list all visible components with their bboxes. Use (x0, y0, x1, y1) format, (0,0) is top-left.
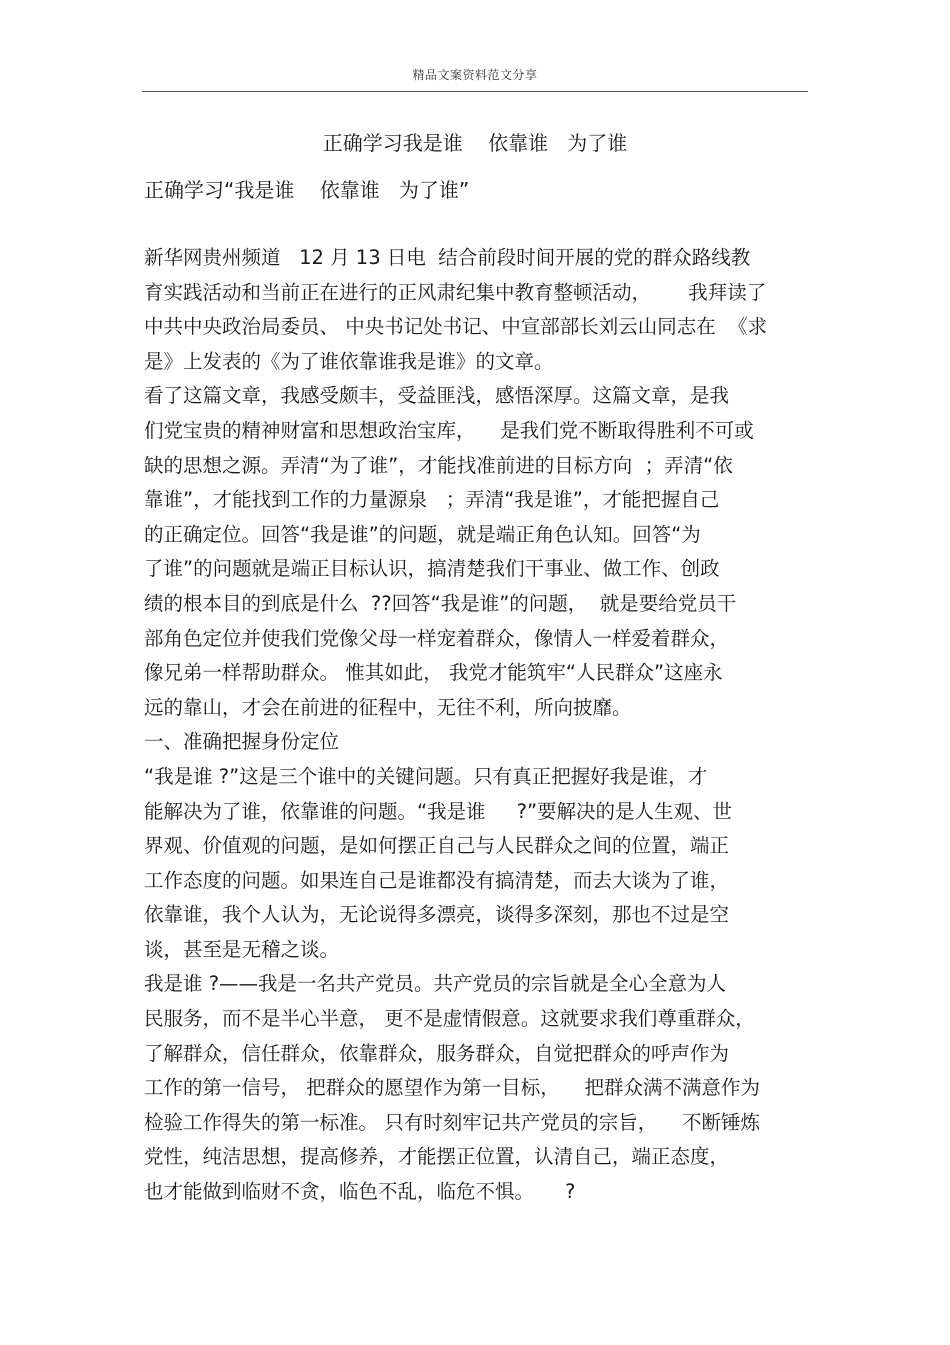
body-line: 靠谁”，才能找到工作的力量源泉 ；弄清“我是谁”，才能把握自己 (144, 488, 720, 512)
body-line: 也才能做到临财不贪，临色不乱，临危不惧。 ? (144, 1180, 576, 1204)
document-body (144, 241, 814, 1210)
page-header: 精品文案资料范文分享 (412, 68, 538, 82)
body-line: 了谁”的问题就是端正目标认识，搞清楚我们干事业、做工作、创政 (144, 557, 720, 581)
body-line: 民服务，而不是半心半意， 更不是虚情假意。这就要求我们尊重群众， (144, 1007, 755, 1031)
body-line: 看了这篇文章，我感受颇丰，受益匪浅，感悟深厚。这篇文章，是我 (144, 384, 730, 408)
document-title: 正确学习我是谁 依靠谁 为了谁 (322, 131, 628, 155)
body-line: 育实践活动和当前正在进行的正风肃纪集中教育整顿活动， 我拜读了 (144, 280, 767, 304)
body-line: 缺的思想之源。弄清“为了谁”，才能找准前进的目标方向 ；弄清“依 (144, 453, 733, 477)
body-line: 依靠谁，我个人认为，无论说得多漂亮，谈得多深刻，那也不过是空 (144, 903, 730, 927)
body-line: 新华网贵州频道 12 月 13 日电 结合前段时间开展的党的群众路线教 (144, 246, 751, 269)
body-line: 远的靠山，才会在前进的征程中，无往不利，所向披靡。 (144, 695, 632, 719)
body-line: 了解群众，信任群众，依靠群众，服务群众，自觉把群众的呼声作为 (144, 1041, 730, 1065)
document-subtitle: 正确学习“我是谁 依靠谁 为了谁” (144, 178, 470, 202)
body-line: 党性，纯洁思想，提高修养，才能摆正位置，认清自己，端正态度， (144, 1145, 730, 1169)
body-line: 界观、价值观的问题，是如何摆正自己与人民群众之间的位置，端正 (144, 834, 730, 858)
body-line: “我是谁 ?”这是三个谁中的关键问题。只有真正把握好我是谁，才 (144, 764, 708, 788)
body-line: 绩的根本目的到底是什么 ??回答“我是谁”的问题， 就是要给党员干 (144, 591, 737, 615)
body-line: 的正确定位。回答“我是谁”的问题，就是端正角色认知。回答“为 (144, 522, 701, 546)
body-line: 谈，甚至是无稽之谈。 (144, 937, 340, 961)
body-line: 我是谁 ?——我是一名共产党员。共产党员的宗旨就是全心全意为人 (144, 972, 727, 996)
body-line: 工作态度的问题。如果连自己是谁都没有搞清楚，而去大谈为了谁， (144, 868, 730, 892)
body-line: 工作的第一信号， 把群众的愿望作为第一目标， 把群众满不满意作为 (144, 1076, 760, 1100)
header-divider (142, 91, 808, 92)
body-line: 们党宝贵的精神财富和思想政治宝库， 是我们党不断取得胜利不可或 (144, 418, 754, 442)
body-line: 部角色定位并使我们党像父母一样宠着群众，像情人一样爱着群众， (144, 626, 730, 650)
body-line: 是》上发表的《为了谁依靠谁我是谁》的文章。 (144, 349, 554, 373)
section-heading: 一、准确把握身份定位 (144, 730, 340, 754)
body-line: 像兄弟一样帮助群众。 惟其如此， 我党才能筑牢“人民群众”这座永 (144, 661, 723, 685)
body-line: 能解决为了谁，依靠谁的问题。“我是谁 ?”要解决的是人生观、世 (144, 799, 733, 823)
body-line: 中共中央政治局委员、 中央书记处书记、中宣部部长刘云山同志在 《求 (144, 315, 768, 339)
body-line: 检验工作得失的第一标准。 只有时刻牢记共产党员的宗旨， 不断锤炼 (144, 1110, 760, 1134)
